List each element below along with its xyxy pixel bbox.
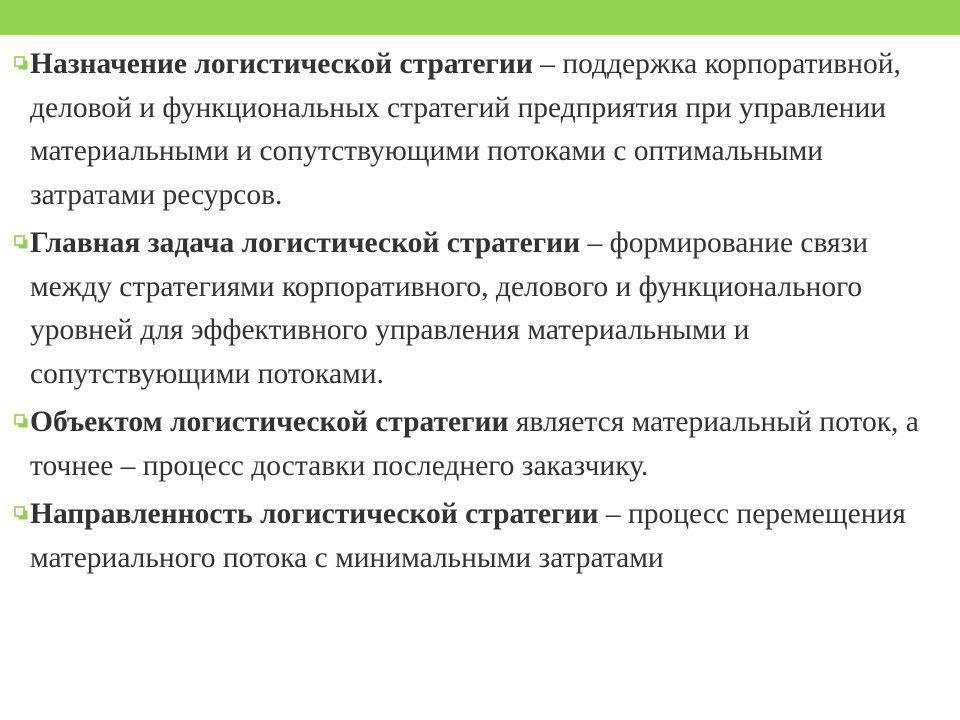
checkbox-square-bullet-icon	[14, 414, 28, 428]
bullet-term: Назначение логистической стратегии	[30, 48, 533, 80]
checkbox-square-bullet-icon	[14, 235, 28, 249]
bullet-list	[14, 43, 934, 590]
bullet-text: – формирование связи между стратегиями корпоративного, делового и функционального уровней для эффективного управления материальными и сопутствующими потоками.	[30, 227, 869, 390]
bullet-text: – процесс перемещения материального потока с минимальными затратами	[30, 498, 906, 574]
bullet-term: Направленность логистической стратегии	[30, 498, 599, 530]
bullet-term: Объектом логистической стратегии	[30, 406, 509, 438]
bullet-text: является материальный поток, а точнее – процесс доставки последнего заказчику.	[30, 406, 919, 482]
header-accent-bar	[0, 0, 960, 35]
checkbox-square-bullet-icon	[14, 56, 28, 70]
bullet-item-main-task	[14, 222, 934, 396]
bullet-item-object	[14, 401, 934, 488]
checkbox-square-bullet-icon	[14, 506, 28, 520]
bullet-text: – поддержка корпоративной, деловой и функциональных стратегий предприятия при управлении материальными и сопутствующими потоками с оптимальными затратами ресурсов.	[30, 48, 901, 211]
bullet-item-direction	[14, 493, 934, 580]
bullet-item-purpose	[14, 43, 934, 217]
bullet-term: Главная задача логистической стратегии	[30, 227, 581, 259]
